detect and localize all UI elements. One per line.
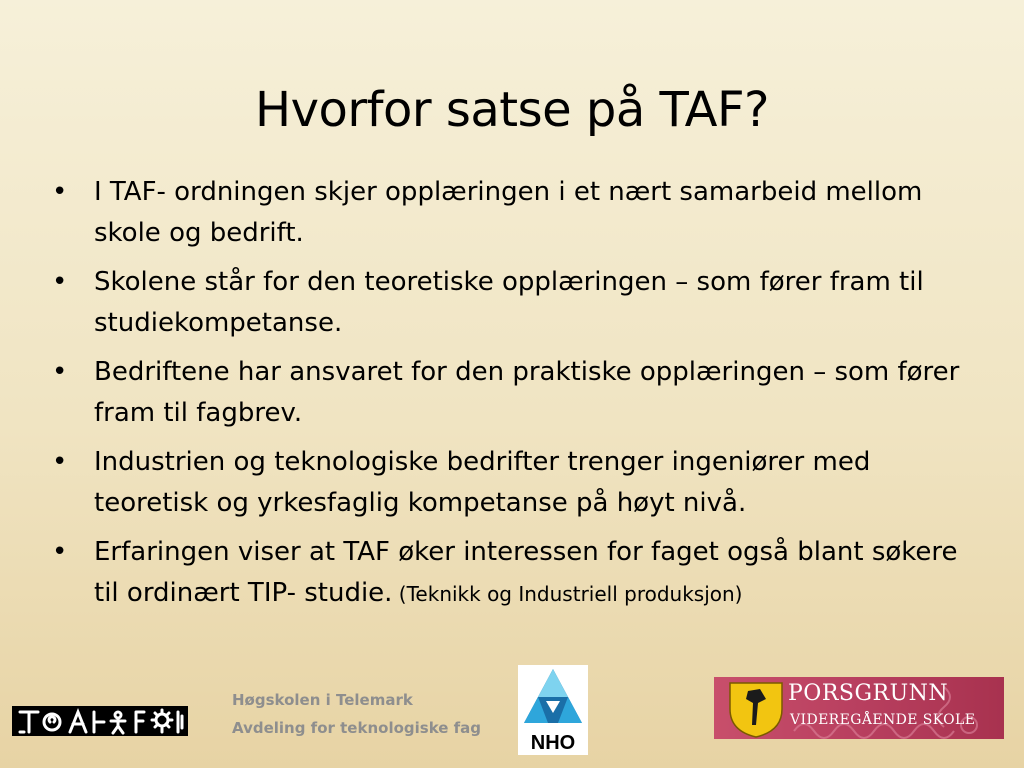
shield-icon xyxy=(726,679,786,739)
school-name: PORSGRUNN xyxy=(788,681,949,706)
nho-logo xyxy=(518,665,588,755)
taf-glyphs-icon xyxy=(12,706,188,736)
bullet-text: Skolene står for den teoretiske opplæringen – som fører fram til studiekompetanse. xyxy=(94,267,924,338)
bullet-item xyxy=(52,352,972,434)
slide-title: Hvorfor satse på TAF? xyxy=(254,82,770,138)
school-subtitle: VIDEREGÅENDE SKOLE xyxy=(790,712,976,728)
footer-text xyxy=(232,686,481,742)
footer-line-2: Avdeling for teknologiske fag xyxy=(232,719,482,737)
bullet-dot: • xyxy=(52,447,68,477)
taf-logo xyxy=(12,706,188,736)
bullet-text: Erfaringen viser at TAF øker interessen for faget også blant søkere til ordinært TIP- studie. xyxy=(94,537,958,608)
bullet-item xyxy=(52,172,972,254)
school-logo xyxy=(714,677,1004,739)
bullet-item xyxy=(52,442,972,524)
bullet-dot: • xyxy=(52,537,68,567)
bullet-dot: • xyxy=(52,267,68,297)
bullet-dot: • xyxy=(52,357,68,387)
footer-line-1: Høgskolen i Telemark xyxy=(232,691,413,709)
bullet-list xyxy=(52,172,972,623)
bullet-text: Industrien og teknologiske bedrifter trenger ingeniører med teoretisk og yrkesfaglig kompetanse på høyt nivå. xyxy=(94,447,871,518)
bullet-item xyxy=(52,262,972,344)
bullet-text: I TAF- ordningen skjer opplæringen i et nært samarbeid mellom skole og bedrift. xyxy=(94,177,923,248)
nho-logo-text: NHO xyxy=(530,732,576,754)
nho-triangle-icon xyxy=(518,665,588,755)
bullet-item xyxy=(52,532,972,615)
bullet-text: Bedriftene har ansvaret for den praktiske opplæringen – som fører fram til fagbrev. xyxy=(94,357,960,428)
bullet-note: (Teknikk og Industriell produksjon) xyxy=(392,582,743,606)
bullet-dot: • xyxy=(52,177,68,207)
